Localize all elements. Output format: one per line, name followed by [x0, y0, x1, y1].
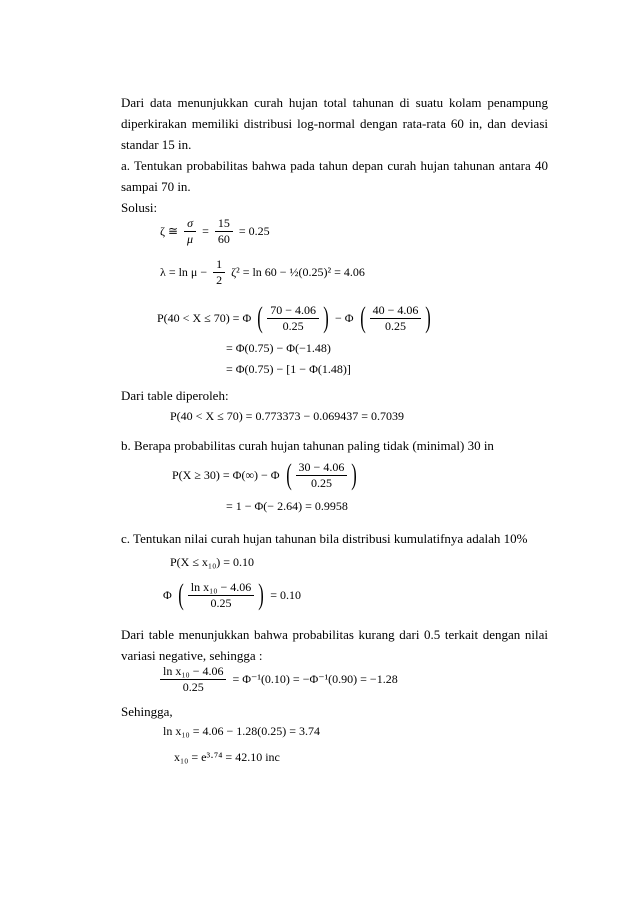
para-c: Dari table menunjukkan bahwa probabilitas kurang dari 0.5 terkait dengan nilai variasi negative, sehingga : — [121, 627, 548, 663]
solusi-label: Solusi: — [121, 200, 158, 215]
equation-p1-result: P(40 < X ≤ 70) = 0.773373 − 0.069437 = 0.7039 — [170, 409, 404, 423]
p1-lhs: P(40 < X ≤ 70) = Φ — [157, 310, 252, 325]
zeta-lhs: ζ ≅ — [160, 224, 179, 238]
p1-minus-phi: − Φ — [335, 310, 354, 325]
part-b-question: b. Berapa probabilitas curah hujan tahunan paling tidak (minimal) 30 in — [121, 438, 494, 453]
part-c-question: c. Tentukan nilai curah hujan tahunan bila distribusi kumulatifnya adalah 10% — [121, 531, 528, 546]
c2-fraction: $\frac{\text{ln x₁₀ − 4.06}}{0.25}$ — [188, 581, 254, 610]
equation-c3 — [158, 665, 398, 694]
equation-p1-line3: = Φ(0.75) − [1 − Φ(1.48)] — [226, 362, 351, 376]
lambda-rhs: ζ² = ln 60 − ½(0.25)² = 4.06 — [231, 265, 365, 279]
equation-p-ge-30: P(X ≥ 30) = Φ(∞) − Φ ( $\frac{30 - 4.06}{0.25}$ ) — [172, 458, 358, 491]
p1-fraction-1: $\frac{70 - 4.06}{0.25}$ — [267, 304, 319, 333]
c2-phi: Φ — [163, 587, 172, 602]
part-a-question: a. Tentukan probabilitas bahwa pada tahun depan curah hujan tahunan antara 40 sampai 70 in. — [121, 158, 548, 194]
c2-rhs: = 0.10 — [270, 587, 302, 602]
p2-lhs: P(X ≥ 30) = Φ(∞) − Φ — [172, 467, 280, 482]
equation-lambda — [160, 258, 365, 287]
equation-c2: Φ ( $\frac{\text{ln x₁₀ − 4.06}}{0.25}$ ) = 0.10 — [163, 578, 302, 611]
lambda-lhs: λ = ln μ − — [160, 265, 208, 279]
equation-zeta: ζ ≅ $\frac{\sigma}{\mu}$ = $\frac{15}{60}$ = 0.25 — [160, 216, 270, 246]
equation-c5: x₁₀ = e³·⁷⁴ = 42.10 inc — [174, 750, 280, 764]
c3-rhs: = Φ⁻¹(0.10) = −Φ⁻¹(0.90) = −1.28 — [232, 672, 398, 686]
zeta-fraction-2: $\frac{15}{60}$ — [215, 217, 233, 246]
equation-c1: P(X ≤ x₁₀) = 0.10 — [170, 555, 255, 569]
lambda-fraction: $\frac{1}{2}$ — [213, 258, 225, 287]
equation-c4: ln x₁₀ = 4.06 − 1.28(0.25) = 3.74 — [163, 724, 320, 738]
zeta-rhs: = 0.25 — [238, 224, 270, 238]
equation-p-40-70: P(40 < X ≤ 70) = Φ ( $\frac{70 - 4.06}{0.25}$ ) − Φ ( $\frac{40 - 4.06}{0.25}$ ) — [157, 301, 432, 334]
p1-fraction-2: $\frac{40 - 4.06}{0.25}$ — [370, 304, 422, 333]
c3-fraction: $\frac{\text{ln x₁₀ − 4.06}}{0.25}$ — [160, 665, 226, 694]
p2-fraction: $\frac{30 - 4.06}{0.25}$ — [296, 461, 348, 490]
table-label: Dari table diperoleh: — [121, 388, 229, 403]
zeta-fraction-1: $\frac{\sigma}{\mu}$ — [184, 217, 196, 246]
intro-paragraph: Dari data menunjukkan curah hujan total tahunan di suatu kolam penampung diperkirakan memiliki distribusi log-normal dengan rata-rata 60 in, dan deviasi standar 15 in. — [121, 95, 548, 152]
equation-p2-line2: = 1 − Φ(− 2.64) = 0.9958 — [226, 499, 348, 513]
sehingga-label: Sehingga, — [121, 704, 173, 719]
equation-p1-line2: = Φ(0.75) − Φ(−1.48) — [226, 341, 331, 355]
